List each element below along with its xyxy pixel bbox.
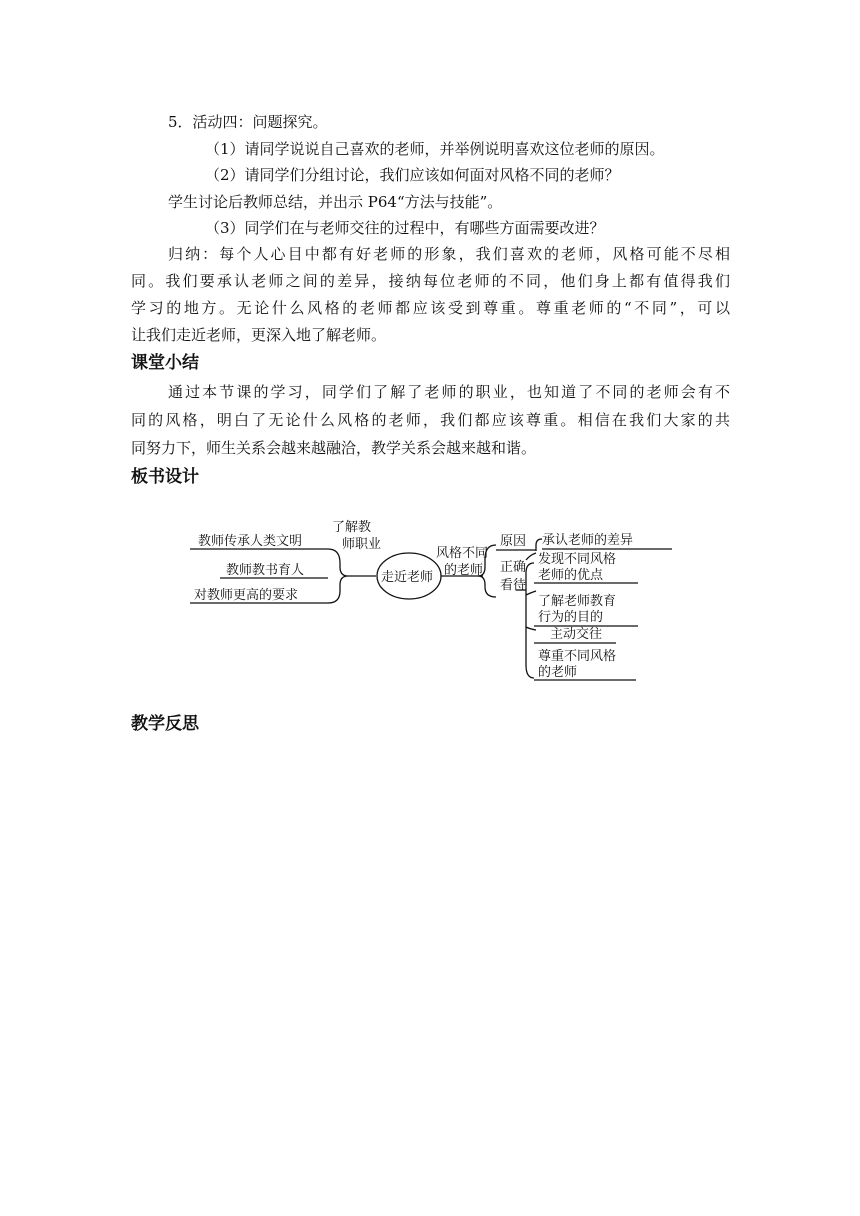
class-summary-line-3: 同努力下，师生关系会越来越融洽，教学关系会越来越和谐。 [131, 439, 537, 457]
summary-line-2: 同。我们要承认老师之间的差异，接纳每位老师的不同，他们身上都有值得我们 [131, 272, 730, 290]
summary-line-1: 归纳：每个人心目中都有好老师的形象，我们喜欢的老师，风格可能不尽相 [168, 245, 730, 263]
question-3: （3）同学们在与老师交往的过程中，有哪些方面需要改进？ [205, 219, 605, 237]
treat-item-3: 主动交往 [550, 627, 603, 642]
class-summary-line-1: 通过本节课的学习，同学们了解了老师的职业，也知道了不同的老师会有不 [168, 383, 730, 401]
treat-item-2-line-1: 了解老师教育 [538, 594, 617, 609]
right-branch-label-1: 风格不同 [436, 546, 489, 561]
board-design-heading: 板书设计 [131, 467, 199, 487]
left-item-3: 对教师更高的要求 [194, 588, 299, 603]
treat-label-1: 正确 [500, 560, 527, 575]
class-summary-line-2: 同的风格，明白了无论什么风格的老师，我们都应该尊重。相信在我们大家的共 [131, 411, 730, 429]
treat-item-2-line-2: 行为的目的 [538, 610, 604, 625]
center-title: 走近老师 [381, 570, 434, 585]
summary-line-4: 让我们走近老师，更深入地了解老师。 [131, 326, 387, 344]
left-item-1: 教师传承人类文明 [198, 534, 303, 549]
class-summary-heading: 课堂小结 [131, 353, 199, 373]
treat-item-4-line-2: 的老师 [538, 665, 578, 680]
reason-item: 承认老师的差异 [542, 533, 634, 548]
activity-title: 5．活动四：问题探究。 [168, 113, 328, 131]
board-diagram [180, 515, 680, 695]
treat-item-1-line-1: 发现不同风格 [538, 552, 617, 567]
right-branch-label-2: 的老师 [444, 563, 484, 578]
treat-item-1-line-2: 老师的优点 [538, 568, 604, 583]
reason-label: 原因 [500, 534, 527, 549]
treat-item-4-line-1: 尊重不同风格 [538, 649, 617, 664]
discussion-note: 学生讨论后教师总结，并出示 P64“方法与技能”。 [168, 193, 503, 211]
left-item-2: 教师教书育人 [226, 563, 305, 578]
question-1: （1）请同学说说自己喜欢的老师，并举例说明喜欢这位老师的原因。 [205, 140, 665, 158]
question-2: （2）请同学们分组讨论，我们应该如何面对风格不同的老师？ [205, 166, 620, 184]
left-branch-label-1: 了解教 [332, 520, 372, 535]
left-branch-label-2: 师职业 [342, 537, 382, 552]
treat-label-2: 看待 [500, 578, 527, 593]
summary-line-3: 学习的地方。无论什么风格的老师都应该受到尊重。尊重老师的“不同”，可以 [131, 299, 730, 317]
reflection-heading: 教学反思 [131, 714, 199, 734]
